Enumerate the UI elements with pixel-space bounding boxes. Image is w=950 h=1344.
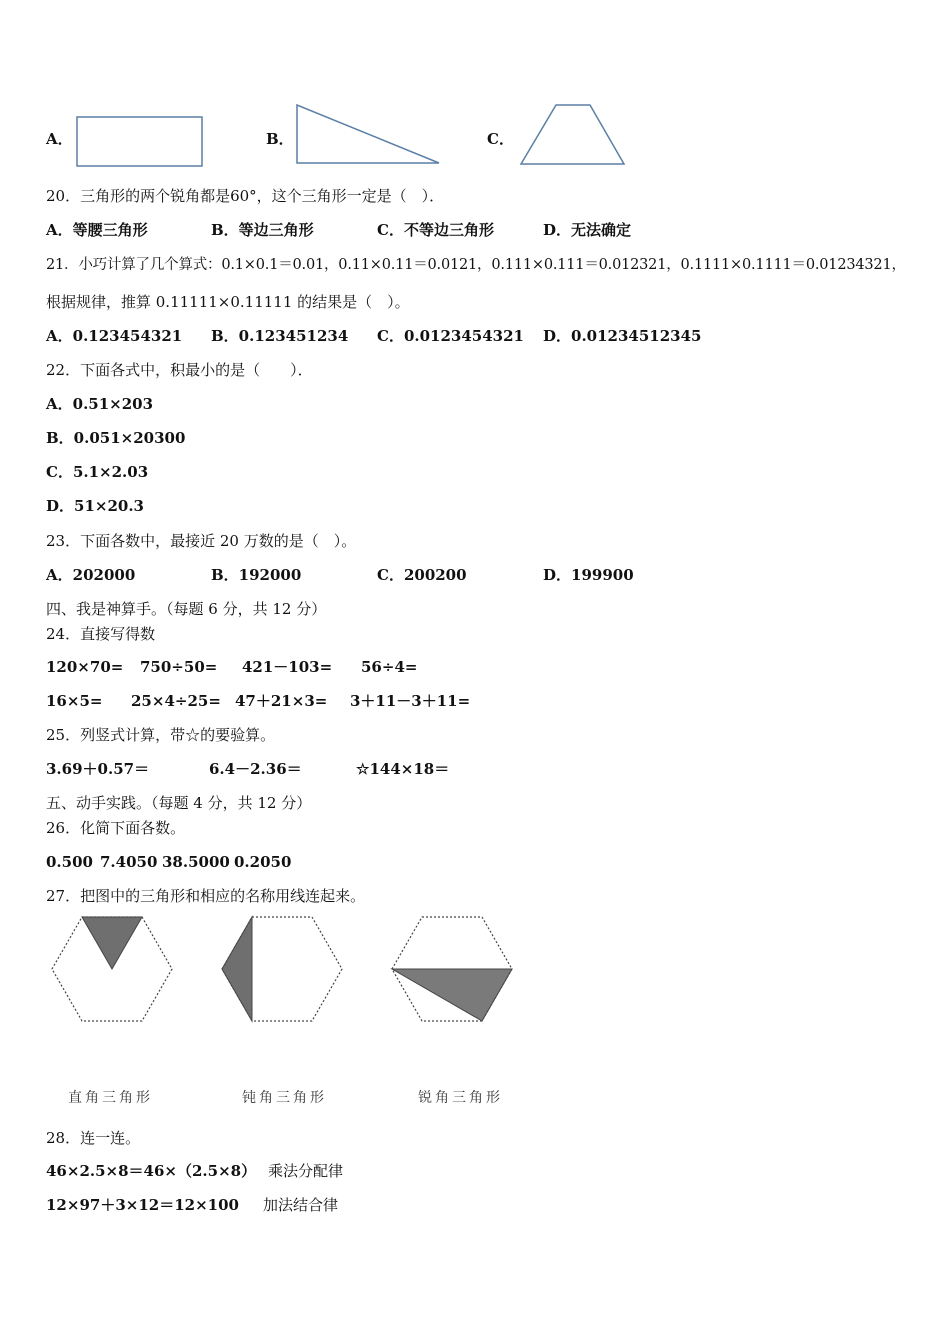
q22-option-a[interactable]: A．0.51×203 bbox=[46, 395, 154, 413]
q24-item: 120×70= bbox=[46, 658, 124, 676]
q25-item: 3.69＋0.57＝ bbox=[46, 760, 150, 778]
q26-item: 38.5000 bbox=[162, 853, 230, 871]
q26-item: 0.500 bbox=[46, 853, 93, 871]
q21-option-a[interactable]: A．0.123454321 bbox=[46, 327, 183, 345]
q23-option-b[interactable]: B．192000 bbox=[211, 566, 302, 584]
q28-right-item: 乘法分配律 bbox=[268, 1162, 344, 1180]
trapezoid-shape bbox=[519, 104, 627, 166]
question-21-stem-line1: 21．小巧计算了几个算式：0.1×0.1＝0.01，0.11×0.11＝0.0121，0.111×0.111＝0.012321，0.1111×0.1111＝0.01234321， bbox=[46, 257, 906, 273]
question-28-stem: 28．连一连。 bbox=[46, 1129, 141, 1147]
question-20-stem: 20．三角形的两个锐角都是60°，这个三角形一定是（ ）． bbox=[46, 187, 445, 205]
question-24-stem: 24．直接写得数 bbox=[46, 625, 156, 643]
question-22-stem: 22．下面各式中，积最小的是（ ）． bbox=[46, 361, 313, 379]
shape-option-a-label: A． bbox=[46, 130, 73, 148]
q23-option-a[interactable]: A．202000 bbox=[46, 566, 136, 584]
q25-item: ☆144×18＝ bbox=[356, 760, 450, 778]
q26-item: 0.2050 bbox=[234, 853, 292, 871]
q24-item: 16×5= bbox=[46, 692, 103, 710]
q22-option-c[interactable]: C．5.1×2.03 bbox=[46, 463, 149, 481]
q20-option-a[interactable]: A．等腰三角形 bbox=[46, 221, 148, 239]
q21-option-c[interactable]: C．0.0123454321 bbox=[377, 327, 524, 345]
hexagon-figure-3 bbox=[390, 915, 515, 1025]
q24-item: 25×4÷25= bbox=[131, 692, 221, 710]
question-25-stem: 25．列竖式计算，带☆的要验算。 bbox=[46, 726, 276, 744]
q20-option-c[interactable]: C．不等边三角形 bbox=[377, 221, 494, 239]
q27-label-right-triangle: 直角三角形 bbox=[68, 1090, 153, 1106]
hexagon-figure-1 bbox=[50, 915, 175, 1025]
q22-option-d[interactable]: D．51×20.3 bbox=[46, 497, 144, 515]
q28-right-item: 加法结合律 bbox=[263, 1196, 339, 1214]
question-27-stem: 27．把图中的三角形和相应的名称用线连起来。 bbox=[46, 887, 366, 905]
question-21-stem-line2: 根据规律，推算 0.11111×0.11111 的结果是（ ）。 bbox=[46, 293, 410, 311]
question-26-stem: 26．化简下面各数。 bbox=[46, 819, 186, 837]
shape-option-b-label: B． bbox=[266, 130, 294, 148]
hexagon-figure-2 bbox=[220, 915, 345, 1025]
right-triangle-shape bbox=[296, 104, 442, 166]
q21-option-b[interactable]: B．0.123451234 bbox=[211, 327, 349, 345]
q28-left-item: 46×2.5×8＝46×（2.5×8） bbox=[46, 1162, 257, 1180]
q23-option-d[interactable]: D．199900 bbox=[543, 566, 634, 584]
shape-option-c-label: C． bbox=[487, 130, 514, 148]
q24-item: 421－103= bbox=[242, 658, 333, 676]
question-23-stem: 23．下面各数中，最接近 20 万数的是（ ）。 bbox=[46, 532, 357, 550]
section-5-title: 五、动手实践。（每题 4 分，共 12 分） bbox=[46, 794, 312, 812]
rectangle-shape bbox=[76, 116, 204, 168]
q27-label-acute-triangle: 锐角三角形 bbox=[418, 1090, 503, 1106]
q28-left-item: 12×97＋3×12＝12×100 bbox=[46, 1196, 239, 1214]
q20-option-b[interactable]: B．等边三角形 bbox=[211, 221, 314, 239]
q21-option-d[interactable]: D．0.01234512345 bbox=[543, 327, 702, 345]
q20-option-d[interactable]: D．无法确定 bbox=[543, 221, 632, 239]
q25-item: 6.4－2.36＝ bbox=[209, 760, 302, 778]
q24-item: 56÷4= bbox=[361, 658, 418, 676]
q24-item: 47＋21×3= bbox=[235, 692, 328, 710]
q27-label-obtuse-triangle: 钝角三角形 bbox=[242, 1090, 327, 1106]
section-4-title: 四、我是神算手。（每题 6 分，共 12 分） bbox=[46, 600, 327, 618]
q23-option-c[interactable]: C．200200 bbox=[377, 566, 467, 584]
q24-item: 750÷50= bbox=[140, 658, 218, 676]
q24-item: 3＋11－3＋11= bbox=[350, 692, 471, 710]
q26-item: 7.4050 bbox=[100, 853, 158, 871]
q22-option-b[interactable]: B．0.051×20300 bbox=[46, 429, 186, 447]
